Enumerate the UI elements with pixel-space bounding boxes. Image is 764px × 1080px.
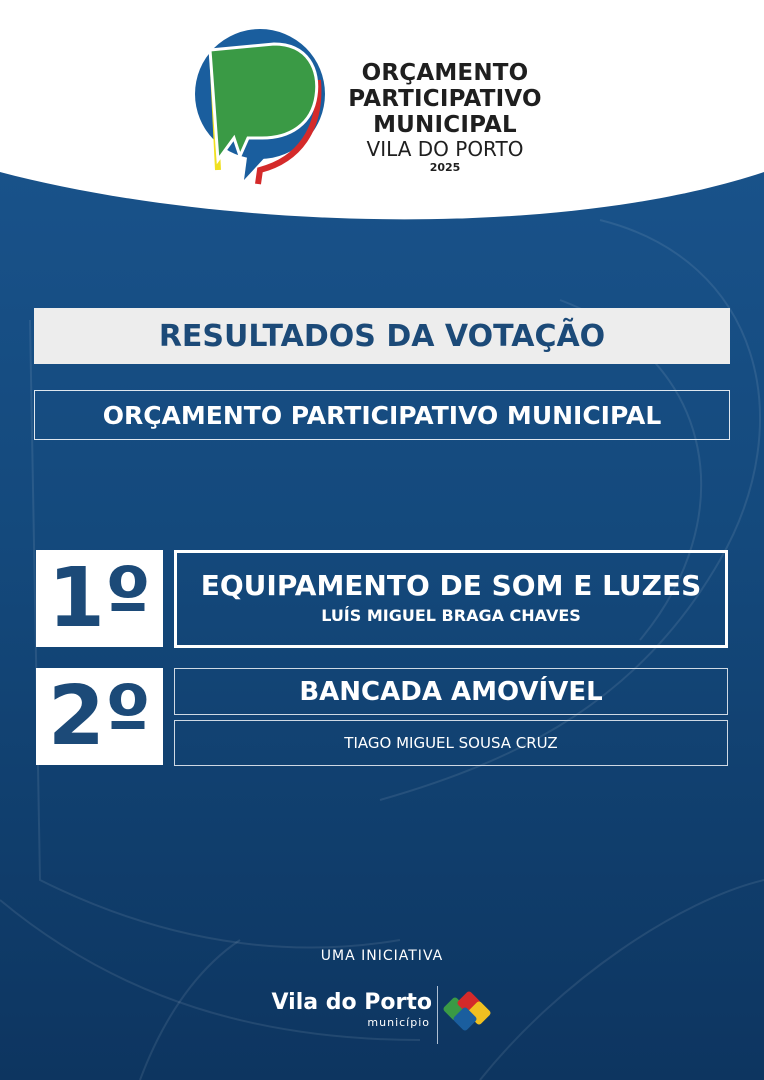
municipality-subtitle: município (367, 1016, 430, 1029)
second-place-project: BANCADA AMOVÍVEL (174, 668, 728, 715)
program-title (334, 60, 556, 176)
op-speech-bubble-logo-icon (188, 20, 328, 190)
first-place-project: EQUIPAMENTO DE SOM E LUZES (200, 569, 702, 602)
second-place-author: TIAGO MIGUEL SOUSA CRUZ (174, 720, 728, 766)
footer-divider (437, 986, 438, 1044)
year-label: 2025 (429, 161, 461, 174)
initiative-label: UMA INICIATIVA (320, 948, 444, 964)
municipality-name: Vila do Porto (271, 990, 432, 1015)
title-line-2: PARTICIPATIVO (348, 86, 542, 112)
first-place-author: LUÍS MIGUEL BRAGA CHAVES (321, 606, 581, 625)
results-subtitle: ORÇAMENTO PARTICIPATIVO MUNICIPAL (34, 390, 730, 440)
results-heading: RESULTADOS DA VOTAÇÃO (34, 308, 730, 364)
title-line-3: MUNICIPAL (373, 112, 517, 138)
second-place-rank: 2º (36, 668, 163, 765)
location-label: VILA DO PORTO (366, 137, 524, 161)
first-place-card (174, 550, 728, 648)
first-place-rank: 1º (36, 550, 163, 647)
title-line-1: ORÇAMENTO (361, 60, 529, 86)
vila-do-porto-municipal-logo-icon (440, 990, 498, 1036)
